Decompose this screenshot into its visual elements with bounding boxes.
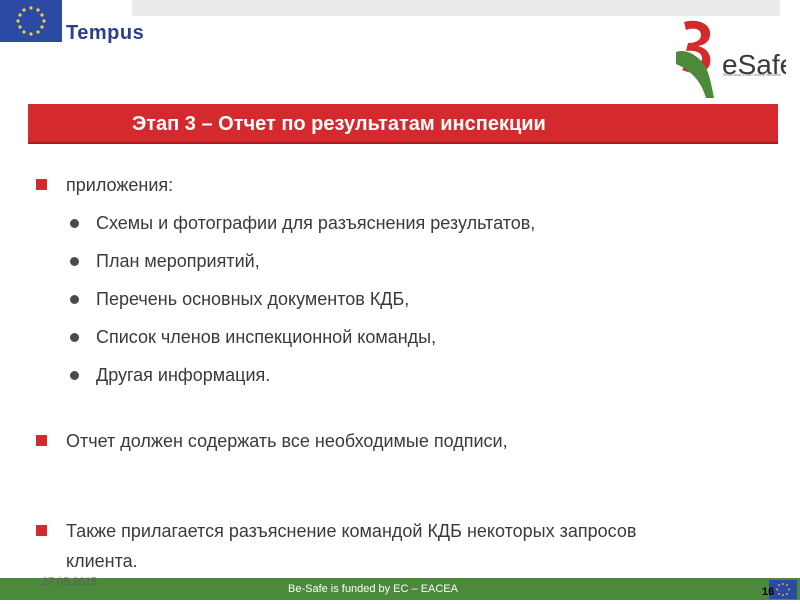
- slide-title-bar: [28, 104, 778, 144]
- eu-flag-icon: [0, 0, 62, 42]
- page-number: 16: [762, 586, 775, 598]
- bullet-text: Отчет должен содержать все необходимые подписи,: [66, 431, 508, 451]
- header-top-bar: [132, 0, 780, 16]
- footer-funding-note: Be-Safe is funded by EC – EACEA: [288, 583, 458, 595]
- bullet-text: приложения:: [66, 175, 174, 195]
- sub-bullet: [36, 322, 776, 352]
- besafe-logo-icon: [676, 18, 786, 98]
- sub-bullet-text: Перечень основных документов КДБ,: [96, 289, 410, 309]
- sub-bullet: [36, 284, 776, 314]
- bullet-explanation: [36, 516, 706, 576]
- bullet-attachments: [36, 170, 776, 200]
- sub-bullet-text: Список членов инспекционной команды,: [96, 327, 437, 347]
- sub-bullet: [36, 208, 776, 238]
- bullet-text: Также прилагается разъяснение командой КДБ некоторых запросов клиента.: [66, 521, 637, 571]
- besafe-wordmark: eSaf: [722, 49, 780, 80]
- sub-bullet-text: Схемы и фотографии для разъяснения результатов,: [96, 213, 536, 233]
- square-bullet-icon: [36, 525, 47, 536]
- sub-bullet-text: Другая информация.: [96, 365, 271, 385]
- round-bullet-icon: [70, 257, 79, 266]
- bullet-signatures: [36, 426, 776, 456]
- round-bullet-icon: [70, 333, 79, 342]
- square-bullet-icon: [36, 435, 47, 446]
- footer-date: 27.05.2015: [42, 576, 98, 588]
- round-bullet-icon: [70, 295, 79, 304]
- sub-bullet: [36, 360, 776, 390]
- besafe-tagline: Belarusian Road Safety Network: [723, 72, 781, 77]
- round-bullet-icon: [70, 371, 79, 380]
- slide-content: [36, 170, 776, 576]
- round-bullet-icon: [70, 219, 79, 228]
- slide-title: Этап 3 – Отчет по результатам инспекции: [132, 113, 546, 135]
- sub-bullet: [36, 246, 776, 276]
- sub-bullet-text: План мероприятий,: [96, 251, 260, 271]
- tempus-logo-text: Tempus: [66, 22, 145, 44]
- square-bullet-icon: [36, 179, 47, 190]
